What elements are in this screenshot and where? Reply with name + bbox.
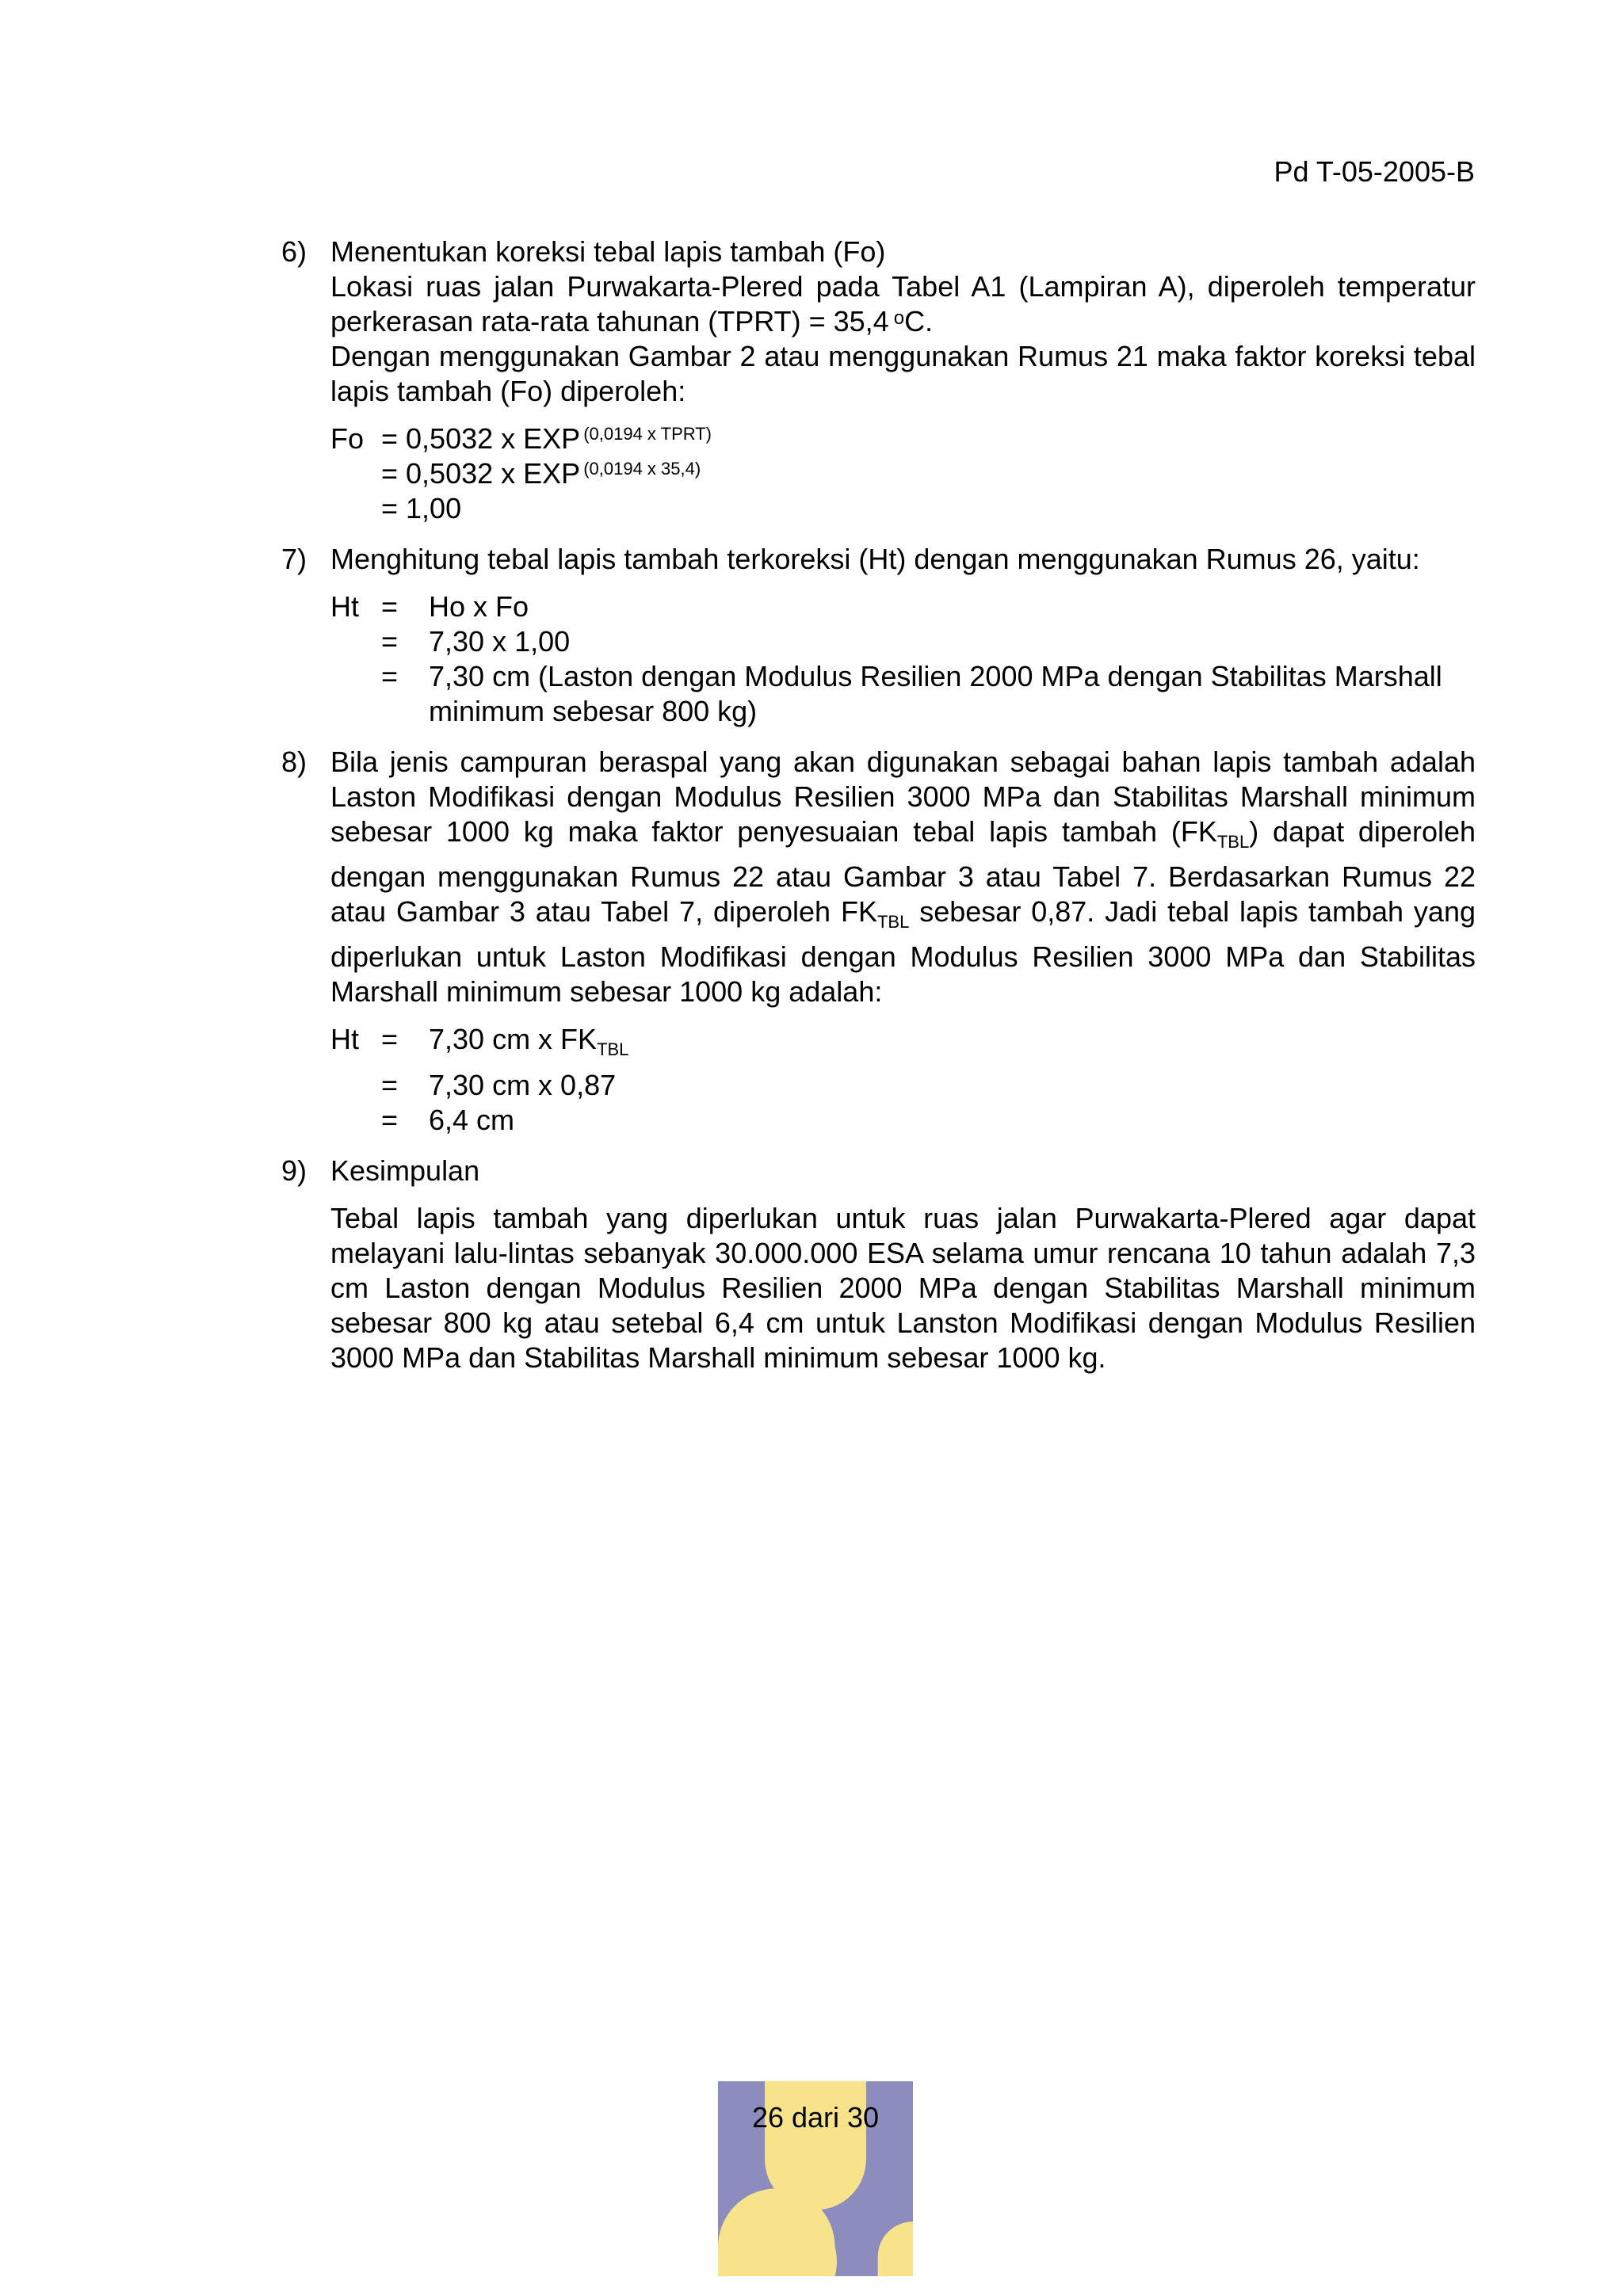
eq-lhs: Fo: [330, 422, 365, 455]
paragraph: Bila jenis campuran beraspal yang akan digunakan sebagai bahan lapis tambah adalah Laston Modifikasi dengan Modulus Resilien 3000 MPa dan Stabilitas Marshall minimum sebesar 1000 kg maka faktor penyesuaian tebal lapis tambah $(FK_{TBL})$ dapat diperoleh dengan menggunakan Rumus 22 atau Gambar 3 atau Tabel 7. Berdasarkan Rumus 22 atau Gambar 3 atau Tabel 7, diperoleh $FK_{TBL}$ sebesar 0,87. Jadi tebal lapis tambah yang diperlukan untuk Laston Modifikasi dengan Modulus Resilien 3000 MPa dan Stabilitas Marshall minimum sebesar 1000 kg adalah:: [330, 746, 1476, 1009]
list-item-8: [281, 745, 1476, 1138]
eq-operator: =: [381, 590, 399, 623]
eq-lhs: Ht: [330, 590, 359, 623]
eq-line: = 1,00: [381, 492, 462, 524]
eq-line: = 0,5032 x EXP $^{(0,0194 x TPRT)}$: [381, 422, 712, 455]
eq-operator: =: [381, 1103, 399, 1136]
equation-ht-modified: [330, 1022, 1476, 1137]
list-item-9: [281, 1154, 1476, 1375]
eq-line: Ho x Fo: [429, 590, 529, 623]
list-item-6: [281, 235, 1476, 526]
item-number: 7): [281, 543, 307, 575]
equation-fo: [330, 421, 1476, 526]
eq-line: 6,4 cm: [429, 1103, 515, 1136]
item-number: 6): [281, 235, 307, 268]
item-title: Menentukan koreksi tebal lapis tambah (Fo): [330, 235, 886, 268]
document-code: Pd T-05-2005-B: [1274, 155, 1475, 188]
eq-line: = 0,5032 x EXP $^{(0,0194 x 35,4)}$: [381, 457, 701, 490]
eq-operator: =: [381, 625, 399, 658]
eq-line: 7,30 cm x 0,87: [429, 1068, 617, 1101]
eq-line: 7,30 cm (Laston dengan Modulus Resilien 2000 MPa dengan Stabilitas Marshall minimum sebesar 800 kg): [429, 660, 1442, 727]
eq-lhs: Ht: [330, 1023, 359, 1056]
eq-operator: =: [381, 1023, 399, 1056]
item-number: 8): [281, 746, 307, 778]
eq-line: 7,30 cm x $FK_{TBL}$: [429, 1023, 629, 1060]
list-item-7: [281, 542, 1476, 729]
eq-operator: =: [381, 660, 399, 692]
equation-ht: [330, 589, 1476, 729]
eq-line: 7,30 x 1,00: [429, 625, 571, 658]
paragraph: Lokasi ruas jalan Purwakarta-Plered pada Tabel A1 (Lampiran A), diperoleh temperatur perkerasan rata-rata tahunan (TPRT) = 35,4 $^o$C.: [330, 270, 1476, 338]
document-body: [281, 235, 1476, 1391]
paragraph: Dengan menggunakan Gambar 2 atau menggunakan Rumus 21 maka faktor koreksi tebal lapis tambah (Fo) diperoleh:: [330, 340, 1476, 407]
eq-operator: =: [381, 1068, 399, 1101]
conclusion-paragraph: Tebal lapis tambah yang diperlukan untuk ruas jalan Purwakarta-Plered agar dapat melayani lalu-lintas sebanyak 30.000.000 ESA selama umur rencana 10 tahun adalah 7,3 cm Laston dengan Modulus Resilien 2000 MPa dengan Stabilitas Marshall minimum sebesar 800 kg atau setebal 6,4 cm untuk Lanston Modifikasi dengan Modulus Resilien 3000 MPa dan Stabilitas Marshall minimum sebesar 1000 kg.: [330, 1201, 1476, 1374]
item-title: Kesimpulan: [330, 1154, 480, 1187]
paragraph: Menghitung tebal lapis tambah terkoreksi (Ht) dengan menggunakan Rumus 26, yaitu:: [330, 543, 1420, 575]
page-number: 26 dari 30: [751, 2101, 880, 2134]
degree-symbol: o: [893, 307, 905, 329]
item-number: 9): [281, 1154, 307, 1187]
